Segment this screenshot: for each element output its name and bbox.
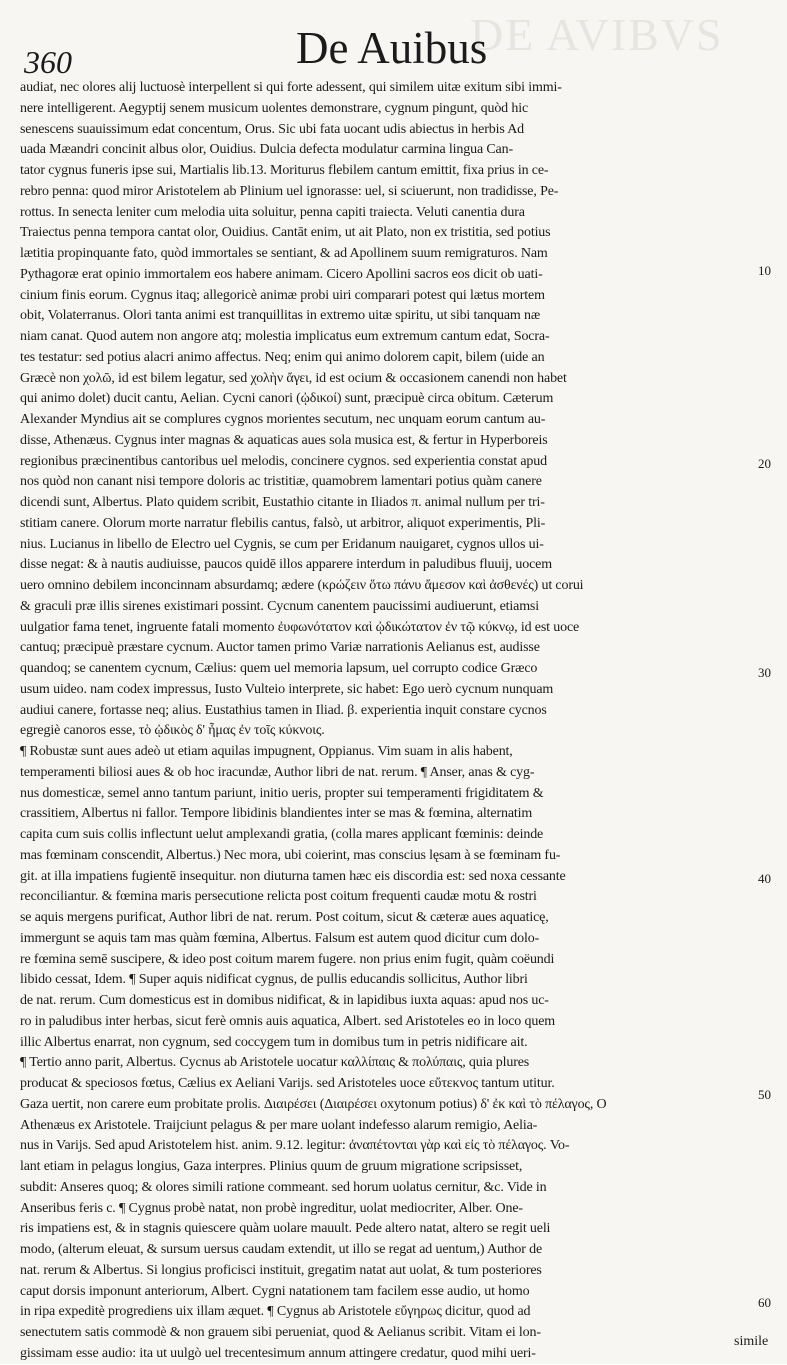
text-line: Anseribus feris c. ¶ Cygnus probè natat, non probè ingreditur, uolat mediocriter, Alber. One- (20, 1200, 523, 1216)
text-line: ¶ Robustæ sunt aues adeò ut etiam aquilas impugnent, Oppianus. Vim suam in alis habent, (20, 744, 513, 759)
text-line: obit, Volaterranus. Olori tanta animi est tranquillitas in extremo uitæ spiritu, ut sibi tanquam næ (20, 308, 541, 324)
text-line: libido cessat, Idem. ¶ Super aquis nidificat cygnus, de pullis educandis sollicitus, Author libri (20, 972, 528, 988)
running-title: De Auibus (296, 23, 488, 73)
text-line: cinium finis eorum. Cygnus itaq; allegoricè animæ probi uiri comparari potest qui lætus mortem (20, 287, 545, 303)
text-line: Alexander Myndius ait se complures cygnos morientes secutum, nec unquam eorum cantum au- (20, 412, 546, 427)
text-line: gissimam esse audio: ita ut uulgò uel trecentesimum annum attingere credatur, quod mihi ueri- (20, 1345, 536, 1361)
text-line: Athenæus ex Aristotele. Traijciunt pelagus & per mare uolant indefesso alarum remigio, Aelia- (20, 1117, 538, 1133)
text-line: egregiè canoros esse, τὸ ᾠδικὸς δ' ἦμας ἐν τοῖς κύκνοις. (20, 723, 325, 739)
text-line: nat. rerum & Albertus. Si longius proficisci instituit, gregatim natat aut uolat, & tum posteriores (20, 1262, 542, 1278)
text-line: niam canat. Quod autem non angore atq; molestia implicatus eum extremum cantum edat, Socra- (20, 329, 550, 344)
text-line: dicendi sunt, Albertus. Plato quidem scribit, Eustathio citante in Iliados π. animal nullum per tri- (20, 495, 545, 510)
text-line: subdit: Anseres quoq; & olores simili ratione commeant. sed horum uolatus cernitur, &c. Vide in (20, 1179, 547, 1195)
text-line: caput dorsis imponunt anteriorum, Albert. Cygni natationem tam facilem esse audio, ut homo (20, 1283, 530, 1299)
bleed-through-title: DE AVIBVS (470, 9, 724, 60)
text-line: & graculi præ illis sirenes existimari possint. Cycnum canentem paucissimi audiuerunt, etiamsi (20, 598, 539, 614)
text-line: rebro penna: quod miror Aristotelem ab Plinium uel ignorasse: uel, si sciuerunt, non tradidisse, Pe- (20, 183, 559, 199)
text-line: stitiam canere. Olorum morte narratur flebilis cantus, falsò, ut arbitror, aliquot experimentis, Pli- (20, 515, 546, 531)
text-line: de nat. rerum. Cum domesticus est in domibus nidificat, & in lapidibus iuxta aquas: apud nos uc- (20, 993, 549, 1008)
text-line: nus domesticæ, semel anno tantum pariunt, initio ueris, propter sui temperamenti frigiditatem & (20, 785, 544, 801)
text-line: modo, (alterum eleuat, & sursum uersus caudam extendit, ut illo se regat ad uentum,) Author de (20, 1242, 543, 1257)
text-line: uada Mæandri concinit albus olor, Ouidius. Dulcia defecta modulatur carmina lingua Can- (20, 142, 513, 158)
text-line: producat & speciosos fœtus, Cælius ex Aeliani Varijs. sed Aristoteles uoce εὔτεκνος tantum utitur. (20, 1076, 555, 1091)
text-line: immergunt se aquis tam mas quàm fœmina, Albertus. Falsum est autem quod dicitur cum dolo- (20, 930, 540, 946)
margin-line-number: 10 (758, 263, 771, 278)
margin-line-number: 40 (758, 871, 771, 886)
text-line: in ripa expeditè progrediens uix illam æquet. ¶ Cygnus ab Aristotele εὔγηρως dicitur, quod ad (20, 1304, 531, 1320)
text-line: tes testatur: sed potius alacri animo affectus. Neq; enim qui animo dolorem capit, bilem (uide an (20, 349, 545, 365)
margin-line-number: 50 (758, 1087, 771, 1102)
text-line: uulgatior fama tenet, ingruente fatali momento ἐυφωνότατον καὶ ᾠδικώτατον ἐν τῷ κύκνῳ, id est uoce (20, 619, 580, 635)
text-line: lætitia propinquante fato, quòd immortales se sentiant, & ad Apollinem suum remigraturos. Nam (20, 246, 548, 261)
text-line: re fœmina semē suscipere, & ideo post coitum marem fugere. non prius enim fugit, quàm coëundi (20, 951, 555, 967)
text-line: capita cum suis collis inflectunt uelut amplexandi gratia, (colla mares applicant fœminis: deinde (20, 827, 544, 842)
text-line: se aquis mergens purificat, Author libri de nat. rerum. Post coitum, sicut & cæteræ aues aquaticę, (20, 910, 549, 925)
page-number: 360 (24, 44, 72, 80)
margin-line-number: 30 (758, 665, 771, 680)
text-line: senectutem satis commodè & non grauem sibi perueniat, quod & Aelianus scribit. Vitam ei lon- (20, 1325, 541, 1340)
text-line: reconciliantur. & fœmina maris persecutione relicta post coitum frequenti caudæ motu & rostri (20, 889, 537, 905)
text-line: lant etiam in pelagus longius, Gaza interpres. Plinius quum de gruum migratione scripsisset, (20, 1159, 523, 1174)
text-line: crassitiem, Albertus ni fallor. Tempore libidinis blandientes inter se mas & fœmina, alternatim (20, 806, 533, 822)
text-line: uero omnino debilem inconcinnam absurdamq; ædere (κρώζειν ὅτω πάνυ ἄμεσον καὶ ἀσθενές) ut corui (20, 578, 584, 593)
margin-line-number: 60 (758, 1295, 771, 1310)
body-text (20, 78, 760, 1365)
text-line: disse negat: & à nautis audiuisse, paucos quidē illos apparere interdum in paludibus fluuij, uocem (20, 557, 552, 573)
text-line: tator cygnus funeris ipse sui, Martialis lib.13. Moriturus flebilem cantum emittit, fixa prius in ce- (20, 163, 549, 178)
catchword: simile (734, 1334, 769, 1349)
text-line: usum uideo. nam codex impressus, Iusto Vulteio interprete, sic habet: Ego uerò cycnum nunquam (20, 681, 554, 697)
text-line: Græcè non χολῶ, id est bilem legatur, sed χολὴν ἄγει, id est ocium & occasionem canendi non habet (20, 370, 567, 386)
text-line: disse, Athenæus. Cygnus inter magnas & aquaticas aues sola musica est, & fertur in Hyperboreis (20, 432, 548, 448)
text-line: ris impatiens est, & in stagnis quiescere quàm uolare mauult. Pede altero natat, altero se regit ueli (20, 1221, 551, 1237)
text-line: nere intelligerent. Aegyptij senem musicum uolentes demonstrare, cygnum pingunt, quòd hic (20, 100, 529, 116)
text-line: mas fœminam conscendit, Albertus.) Nec mora, ubi coierint, mas conscius lęsam à se fœminam fu- (20, 847, 561, 863)
text-line: regionibus præcinentibus cantoribus uel melodis, concinere cygnos. sed experientia constat apud (20, 453, 547, 469)
text-line: Traiectus penna tempora cantat olor, Ouidius. Cantāt enim, ut ait Plato, non ex tristitia, sed potius (20, 225, 551, 241)
text-line: Pythagoræ erat opinio immortalem eos habere animam. Cicero Apollini sacros eos dicit ob uati- (20, 266, 543, 282)
text-line: quandoq; se canentem cycnum, Cælius: quem uel memoria lapsum, uel corrupto codice Græco (20, 661, 538, 676)
text-line: qui animo dolet) ducit cantu, Aelian. Cycni canori (ᾠδικοί) sunt, præcipuè circa obitum. Cæterum (20, 391, 554, 407)
text-line: audiui canere, fortasse neq; alius. Eustathius tamen in Iliad. β. experientia inquit constare cycnos (20, 702, 547, 718)
text-line: nos quòd non canant nisi tempore doloris ac tristitiæ, quamobrem lamentari potius quàm canere (20, 474, 542, 490)
text-line: ¶ Tertio anno parit, Albertus. Cycnus ab Aristotele uocatur καλλίπαις & πολύπαις, quia plures (20, 1055, 530, 1071)
margin-line-number: 20 (758, 456, 771, 471)
page-header (24, 22, 764, 82)
text-line: nus in Varijs. Sed apud Aristotelem hist. anim. 9.12. legitur: ἀναπέτονται γὰρ καὶ εἰς τὸ πέλαγος. Vo- (20, 1138, 570, 1154)
text-line: illic Albertus enarrat, non cygnum, sed coccygem tum in domibus tum in petris nidificare ait. (20, 1034, 528, 1050)
text-line: Gaza uertit, non carere eum probitate prolis. Διαιρέσει (Διαιρέσει oxytonum potius) δ' ἐκ καὶ τὸ πέλαγος, Ο (20, 1096, 607, 1112)
text-line: rottus. In senecta leniter cum melodia uita soluitur, penna capiti traiecta. Veluti canentia dura (20, 204, 525, 220)
text-line: nius. Lucianus in libello de Electro uel Cygnis, se cum per Eridanum nauigaret, cygnos ullos ui- (20, 536, 544, 552)
text-line: audiat, nec olores alij luctuosè interpellent si qui forte adessent, qui similem uitæ exitum sibi immi- (20, 80, 562, 95)
text-line: cantuq; præcipuè præstare cycnum. Auctor tamen primo Variæ narrationis Aelianus est, audisse (20, 640, 540, 656)
text-line: temperamenti biliosi aues & ob hoc iracundæ, Author libri de nat. rerum. ¶ Anser, anas & cyg- (20, 764, 535, 780)
text-line: git. at illa impatiens fugientē insequitur. non diuturna tamen hæc eis discordia est: sed noxa cessante (20, 868, 566, 884)
text-line: senescens suauissimum edat concentum, Orus. Sic ubi fata uocant udis abiectus in herbis Ad (20, 121, 525, 137)
text-line: ro in paludibus inter herbas, sicut ferè omnis auis aquatica, Albert. sed Aristoteles eo in loco quem (20, 1013, 555, 1029)
